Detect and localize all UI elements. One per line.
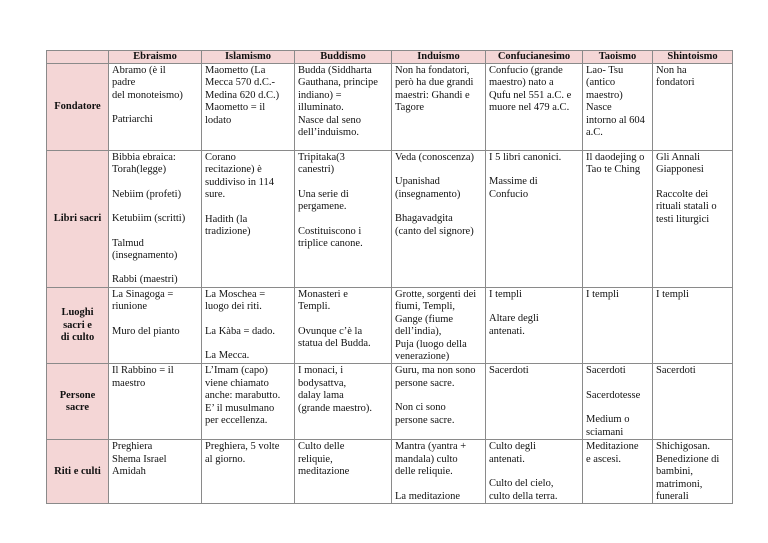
cell-text: Costituiscono i triplice canone. xyxy=(298,225,363,250)
cell-induismo xyxy=(392,64,486,151)
cell-buddismo xyxy=(295,440,392,504)
cell-text: Guru, ma non sono persone sacre. xyxy=(395,365,476,389)
cell-spacer xyxy=(489,301,579,313)
cell-taoismo xyxy=(583,64,653,151)
table-body xyxy=(47,64,733,504)
cell-spacer xyxy=(489,164,579,176)
cell-text: Maometto (La Mecca 570 d.C.- Medina 620 d.C.) Maometto = il lodato xyxy=(205,65,280,126)
cell-shintoismo xyxy=(653,440,733,504)
cell-text: Non ci sono persone sacre. xyxy=(395,402,455,426)
cell-text: Il daodejing o Tao te Ching xyxy=(586,152,645,176)
cell-text: Rabbi (maestri) xyxy=(112,274,178,286)
cell-text: Muro del pianto xyxy=(112,325,180,337)
cell-ebraismo xyxy=(109,440,202,504)
cell-text: Confucio (grande maestro) nato a Qufu nel 551 a.C. e muore nel 479 a.C. xyxy=(489,65,572,114)
row-label xyxy=(47,440,109,504)
cell-text: Bibbia ebraica: Torah(legge) xyxy=(112,152,176,176)
header-corner xyxy=(47,51,109,64)
cell-text: La Kàba = dado. xyxy=(205,325,276,337)
cell-text: Tripitaka(3 canestri) xyxy=(298,152,345,176)
header-confucianesimo: Confucianesimo xyxy=(486,51,583,64)
cell-ebraismo xyxy=(109,364,202,440)
row-label-text: Libri sacri xyxy=(53,212,102,224)
cell-text: Massime di Confucio xyxy=(489,176,538,200)
cell-text: Monasteri e Templi. xyxy=(298,289,348,313)
cell-text: Medium o sciamani xyxy=(586,414,630,438)
table-row xyxy=(47,64,733,151)
cell-spacer xyxy=(586,378,649,390)
row-label xyxy=(47,64,109,151)
cell-text: Culto degli antenati. xyxy=(489,441,536,465)
cell-taoismo xyxy=(583,440,653,504)
cell-islamismo xyxy=(202,64,295,151)
cell-induismo xyxy=(392,288,486,364)
cell-shintoismo xyxy=(653,288,733,364)
header-row xyxy=(47,51,733,64)
cell-text: La Moschea = luogo dei riti. xyxy=(205,289,266,313)
cell-text: Altare degli antenati. xyxy=(489,313,539,337)
cell-text: Patriarchi xyxy=(112,114,153,126)
cell-spacer xyxy=(395,201,482,213)
cell-text: Non ha fondatori xyxy=(656,65,695,89)
cell-text: I 5 libri canonici. xyxy=(489,152,562,163)
cell-text: I templi xyxy=(586,289,619,300)
cell-induismo xyxy=(392,440,486,504)
cell-islamismo xyxy=(202,364,295,440)
cell-text: La Sinagoga = riunione xyxy=(112,289,174,313)
cell-spacer xyxy=(298,214,388,226)
cell-text: I templi xyxy=(489,289,522,300)
cell-confucianesimo xyxy=(486,64,583,151)
cell-spacer xyxy=(112,201,198,213)
cell-text: La Mecca. xyxy=(205,350,250,362)
row-label-text: Riti e culti xyxy=(54,465,101,477)
cell-text: Grotte, sorgenti dei fiumi, Templi, Gange (fiume dell’india), Puja (luogo della venerazione) xyxy=(395,289,477,363)
religions-comparison-table xyxy=(46,50,733,504)
cell-spacer xyxy=(112,262,198,274)
cell-spacer xyxy=(586,402,649,414)
cell-ebraismo xyxy=(109,288,202,364)
cell-text: Gli Annali Giapponesi xyxy=(656,152,704,176)
cell-text: L’Imam (capo) viene chiamato anche: marabutto. E’ il musulmano per eccellenza. xyxy=(205,365,281,427)
cell-text: Corano recitazione) è suddiviso in 114 sure. xyxy=(205,152,275,201)
cell-shintoismo xyxy=(653,364,733,440)
header-buddismo: Buddismo xyxy=(295,51,392,64)
cell-text: I templi xyxy=(656,289,689,300)
cell-buddismo xyxy=(295,151,392,288)
cell-text: Abramo (è il padre del monoteismo) xyxy=(112,65,183,101)
cell-text: Non ha fondatori, però ha due grandi maestri: Ghandi e Tagore xyxy=(395,65,474,114)
cell-induismo xyxy=(392,151,486,288)
row-label xyxy=(47,288,109,364)
cell-text: Preghiera Shema Israel Amidah xyxy=(112,441,167,478)
cell-text: Nebiim (profeti) xyxy=(112,188,182,200)
cell-confucianesimo xyxy=(486,151,583,288)
header-taoismo: Taoismo xyxy=(583,51,653,64)
cell-islamismo xyxy=(202,440,295,504)
cell-buddismo xyxy=(295,288,392,364)
cell-spacer xyxy=(112,226,198,238)
cell-text: Preghiera, 5 volte al giorno. xyxy=(205,441,280,465)
cell-text: Mantra (yantra + mandala) culto delle reliquie. xyxy=(395,441,467,478)
cell-ebraismo xyxy=(109,151,202,288)
cell-text: I monaci, i bodysattva, dalay lama (grande maestro). xyxy=(298,365,373,414)
cell-taoismo xyxy=(583,151,653,288)
cell-spacer xyxy=(656,177,729,189)
cell-text: Sacerdotesse xyxy=(586,389,641,401)
cell-confucianesimo xyxy=(486,440,583,504)
cell-spacer xyxy=(112,177,198,189)
table-row xyxy=(47,151,733,288)
cell-spacer xyxy=(489,466,579,478)
cell-text: Una serie di pergamene. xyxy=(298,188,349,213)
cell-spacer xyxy=(395,479,482,491)
cell-spacer xyxy=(112,102,198,114)
cell-spacer xyxy=(205,338,291,350)
cell-buddismo xyxy=(295,64,392,151)
cell-confucianesimo xyxy=(486,288,583,364)
cell-text: Culto delle reliquie, meditazione xyxy=(298,441,350,478)
row-label xyxy=(47,151,109,288)
cell-text: Sacerdoti xyxy=(656,365,696,377)
cell-text: Sacerdoti xyxy=(489,365,529,377)
table-row xyxy=(47,288,733,364)
header-ebraismo: Ebraismo xyxy=(109,51,202,64)
cell-induismo xyxy=(392,364,486,440)
cell-text: Budda (Siddharta Gauthana, principe indiano) = illuminato. Nasce dal seno dell’induismo. xyxy=(298,65,378,139)
cell-spacer xyxy=(112,314,198,326)
cell-text: Talmud (insegnamento) xyxy=(112,237,178,262)
cell-ebraismo xyxy=(109,64,202,151)
cell-spacer xyxy=(395,390,482,402)
cell-text: Raccolte dei rituali statali o testi liturgici xyxy=(656,188,717,225)
cell-text: Meditazione e ascesi. xyxy=(586,441,639,465)
cell-text: La meditazione xyxy=(395,490,461,502)
table-row xyxy=(47,364,733,440)
cell-text: Ovunque c’è la statua del Budda. xyxy=(298,325,371,350)
row-label-text: Persone sacre xyxy=(59,389,96,413)
cell-taoismo xyxy=(583,288,653,364)
cell-confucianesimo xyxy=(486,364,583,440)
cell-spacer xyxy=(205,314,291,326)
cell-text: Veda (conoscenza) xyxy=(395,152,474,163)
cell-taoismo xyxy=(583,364,653,440)
header-islamismo: Islamismo xyxy=(202,51,295,64)
cell-text: Hadith (la tradizione) xyxy=(205,213,251,238)
cell-shintoismo xyxy=(653,64,733,151)
header-induismo: Induismo xyxy=(392,51,486,64)
cell-shintoismo xyxy=(653,151,733,288)
cell-text: Il Rabbino = il maestro xyxy=(112,365,174,389)
row-label-text: Fondatore xyxy=(54,100,101,112)
cell-text: Shichigosan. Benedizione di bambini, matrimoni, funerali xyxy=(656,441,720,503)
cell-text: Bhagavadgita (canto del signore) xyxy=(395,213,474,237)
cell-islamismo xyxy=(202,151,295,288)
row-label xyxy=(47,364,109,440)
table-row xyxy=(47,440,733,504)
cell-islamismo xyxy=(202,288,295,364)
cell-buddismo xyxy=(295,364,392,440)
cell-text: Ketubiim (scritti) xyxy=(112,213,186,225)
row-label-text: Luoghi sacri e di culto xyxy=(60,307,95,343)
header-shintoismo: Shintoismo xyxy=(653,51,733,64)
cell-text: Upanishad (insegnamento) xyxy=(395,176,461,200)
cell-text: Lao- Tsu (antico maestro) Nasce intorno al 604 a.C. xyxy=(586,65,645,139)
cell-text: Sacerdoti xyxy=(586,365,626,377)
cell-spacer xyxy=(298,177,388,189)
cell-text: Culto del cielo, culto della terra. xyxy=(489,478,558,502)
cell-spacer xyxy=(298,314,388,326)
cell-spacer xyxy=(395,164,482,176)
cell-spacer xyxy=(205,202,291,214)
